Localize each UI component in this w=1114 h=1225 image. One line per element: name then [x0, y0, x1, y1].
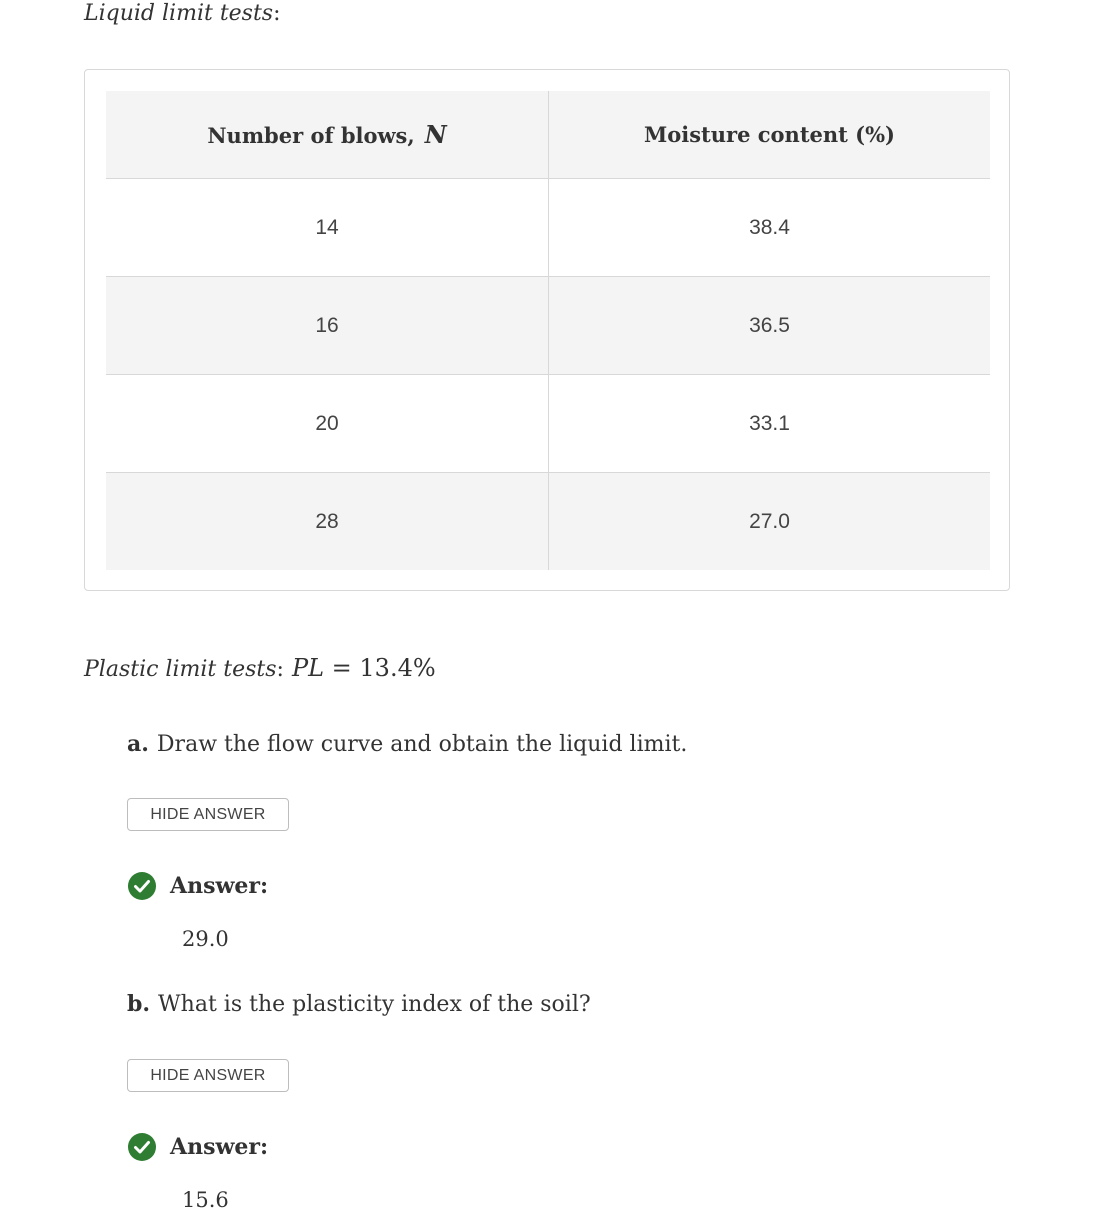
hide-answer-button-b[interactable]: HIDE ANSWER: [127, 1059, 289, 1092]
answer-a-value: 29.0: [182, 927, 229, 951]
question-b-letter: b.: [127, 991, 151, 1017]
answer-b-header: [127, 1131, 268, 1163]
liquid-limit-label: [84, 1, 281, 26]
answer-b-label: Answer:: [170, 1134, 269, 1160]
answer-a-header: [127, 870, 268, 902]
cell-blows: 14: [106, 179, 549, 277]
table-header-row: [106, 91, 990, 179]
cell-moisture: 36.5: [549, 277, 991, 375]
question-a-letter: a.: [127, 731, 149, 757]
question-a-text: Draw the flow curve and obtain the liquid limit.: [156, 732, 688, 757]
plastic-limit-colon: :: [276, 657, 284, 682]
table-row: [106, 179, 990, 277]
answer-a-label: Answer:: [170, 873, 269, 899]
header-moisture-content: Moisture content (%): [549, 91, 991, 179]
check-circle-icon: [127, 1132, 157, 1162]
table-row: [106, 277, 990, 375]
plastic-limit-var: PL: [291, 654, 325, 682]
table-row: [106, 375, 990, 473]
cell-blows: 28: [106, 473, 549, 571]
plastic-limit-line: [84, 654, 436, 682]
header-blows-var: N: [424, 120, 447, 149]
plastic-limit-equation: [292, 654, 436, 682]
plastic-limit-value: = 13.4%: [324, 654, 436, 682]
plastic-limit-label: Plastic limit tests: [84, 657, 277, 682]
cell-blows: 16: [106, 277, 549, 375]
liquid-limit-label-text: Liquid limit tests: [84, 1, 274, 26]
hide-answer-button-a[interactable]: HIDE ANSWER: [127, 798, 289, 831]
liquid-limit-colon: :: [273, 1, 281, 26]
cell-moisture: 27.0: [549, 473, 991, 571]
question-b-text: What is the plasticity index of the soil?: [158, 992, 591, 1017]
liquid-limit-table: [106, 91, 990, 570]
table-row: [106, 473, 990, 571]
question-b: [127, 991, 591, 1017]
question-a: [127, 731, 687, 757]
liquid-limit-table-card: [84, 69, 1010, 591]
cell-moisture: 38.4: [549, 179, 991, 277]
answer-b-value: 15.6: [182, 1188, 229, 1212]
header-number-of-blows: [106, 91, 549, 179]
cell-moisture: 33.1: [549, 375, 991, 473]
header-blows-text: Number of blows,: [207, 123, 415, 148]
check-circle-icon: [127, 871, 157, 901]
cell-blows: 20: [106, 375, 549, 473]
